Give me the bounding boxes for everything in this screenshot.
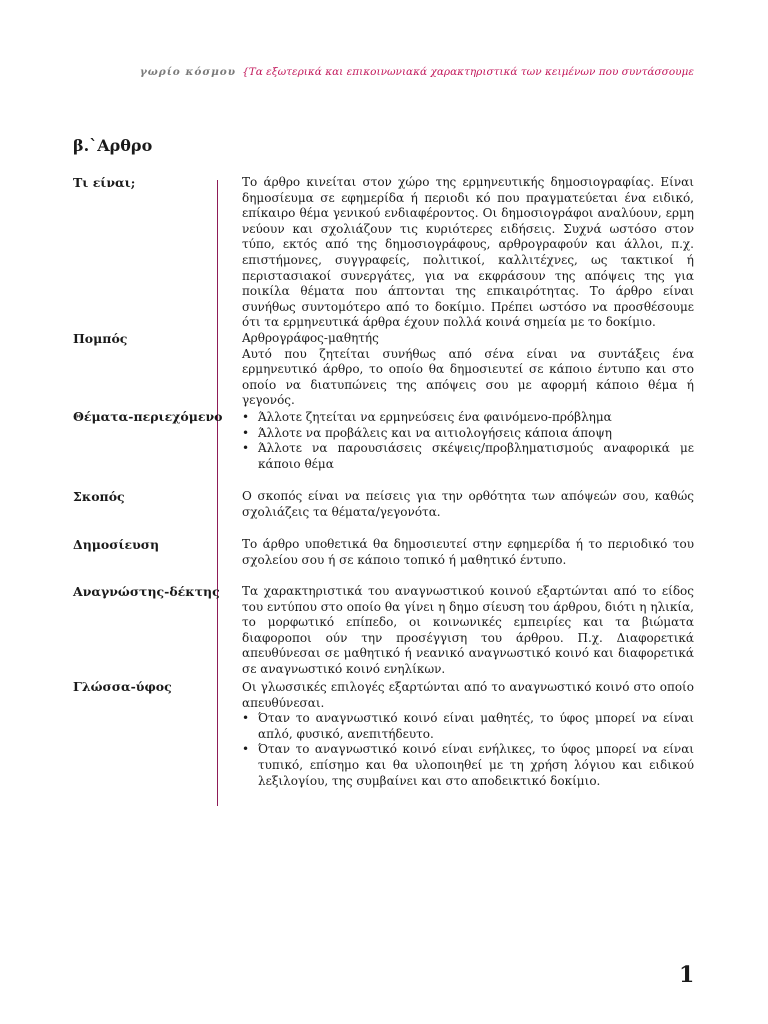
column-divider — [217, 180, 218, 806]
label-themata: Θέματα-περιεχόμενο — [73, 409, 223, 424]
list-item: • Άλλοτε να προβάλεις και να αιτιολογήσεις κάποια άποψη — [258, 426, 694, 442]
list-item: • Άλλοτε να παρουσιάσεις σκέψεις/προβληματισμούς αναφορικά με κάποιο θέμα — [258, 441, 694, 472]
text-skopos — [242, 489, 694, 520]
themata-list — [242, 410, 694, 472]
text-anagnostis — [242, 584, 694, 678]
label-glossa: Γλώσσα-ύφος — [73, 679, 172, 694]
label-dimosieusi: Δημοσίευση — [73, 537, 160, 552]
list-item: • Όταν το αναγνωστικό κοινό είναι μαθητές, το ύφος μπορεί να είναι απλό, φυσικό, ανεπιτήδευτο. — [258, 711, 694, 742]
text-dimosieusi — [242, 537, 694, 568]
pompos-line1: Αρθρογράφος-μαθητής — [242, 331, 379, 345]
text-themata — [242, 410, 694, 472]
list-item: • Άλλοτε ζητείται να ερμηνεύσεις ένα φαινόμενο-πρόβλημα — [258, 410, 694, 426]
label-ti-einai: Τι είναι; — [73, 175, 136, 190]
label-skopos: Σκοπός — [73, 489, 125, 504]
text-pompos — [242, 331, 694, 409]
paragraph-pompos: Αυτό που ζητείται συνήθως από σένα είναι να συντάξεις ένα ερμηνευτικό άρθρο, το οποίο θα δημοσιευτεί σε κάποιο έντυπο και στο οποίο να διατυπώνεις της απόψεις σου με αφορμή κάποιο θέμα ή γεγονός. — [242, 346, 694, 408]
label-anagnostis: Αναγνώστης-δέκτης — [73, 584, 220, 599]
header-subtitle: Τα εξωτερικά και επικοινωνιακά χαρακτηριστικά των κειμένων που συντάσσουμε — [248, 66, 694, 78]
paragraph-anagnostis: Τα χαρακτηριστικά του αναγνωστικού κοινού εξαρτώνται από το είδος του εντύπου στο οποίο θα γίνει η δημο σίευση του άρθρου, διότι η ηλικία, το μορφωτικό επίπεδο, οι κοινωνικές εμπειρίες και τα βιώματα διαφοροποι ούν την προσέγγιση του άρθρου. Π.χ. Διαφορετικά απευθύνεσαι σε μαθητικό ή νεανικό αναγνωστικό κοινό και διαφορετικά σε αναγνωστικό κοινό ενηλίκων. — [242, 584, 694, 676]
header-logo: γωρίο κόσμου — [139, 66, 237, 78]
glossa-list — [242, 711, 694, 789]
text-glossa — [242, 680, 694, 789]
paragraph-skopos: Ο σκοπός είναι να πείσεις για την ορθότητα των απόψεών σου, καθώς σχολιάζεις τα θέματα/γεγονότα. — [242, 489, 694, 519]
header-brace: { — [242, 66, 249, 78]
text-ti-einai — [242, 175, 694, 331]
paragraph-dimosieusi: Το άρθρο υποθετικά θα δημοσιευτεί στην εφημερίδα ή το περιοδικό του σχολείου σου ή σε κάποιο τοπικό ή μαθητικό έντυπο. — [242, 537, 694, 567]
running-header — [0, 66, 694, 78]
section-title: β.`Αρθρο — [73, 136, 153, 155]
page-number: 1 — [679, 962, 695, 988]
paragraph-glossa: Οι γλωσσικές επιλογές εξαρτώνται από το αναγνωστικό κοινό στο οποίο απευθύνεσαι. — [242, 680, 694, 710]
label-pompos: Πομπός — [73, 331, 128, 346]
list-item: • Όταν το αναγνωστικό κοινό είναι ενήλικες, το ύφος μπορεί να είναι τυπικό, επίσημο και θα υλοποιηθεί με τη χρήση λόγιου και ειδικού λεξιλογίου, της συμβαίνει και στο αποδεικτικό δοκίμιο. — [258, 742, 694, 789]
paragraph-ti-einai: Το άρθρο κινείται στον χώρο της ερμηνευτικής δημοσιογραφίας. Είναι δημοσίευμα σε εφημερίδα ή περιοδι κό που πραγματεύεται ένα ειδικό, επίκαιρο θέμα γενικού ενδιαφέροντος. Οι δημοσιογράφοι αναλύουν, ερμη νεύουν και σχολιάζουν τις κυριότερες ειδήσεις. Συχνά ωστόσο στον τύπο, εκτός από της δημοσιογράφους, αρθρογραφούν και άλλοι, π.χ. επιστήμονες, συγγραφείς, πολιτικοί, καλλιτέχνες, ως τακτικοί ή περιστασιακοί συνεργάτες, για να εκφράσουν της απόψεις της για ποικίλα θέματα που άπτονται της επικαιρότητας. Το άρθρο είναι συνήθως συντομότερο από το δοκίμιο. Πρέπει ωστόσο να προσθέσουμε ότι τα ερμηνευτικά άρθρα έχουν πολλά κοινά σημεία με το δοκίμιο. — [242, 175, 694, 330]
